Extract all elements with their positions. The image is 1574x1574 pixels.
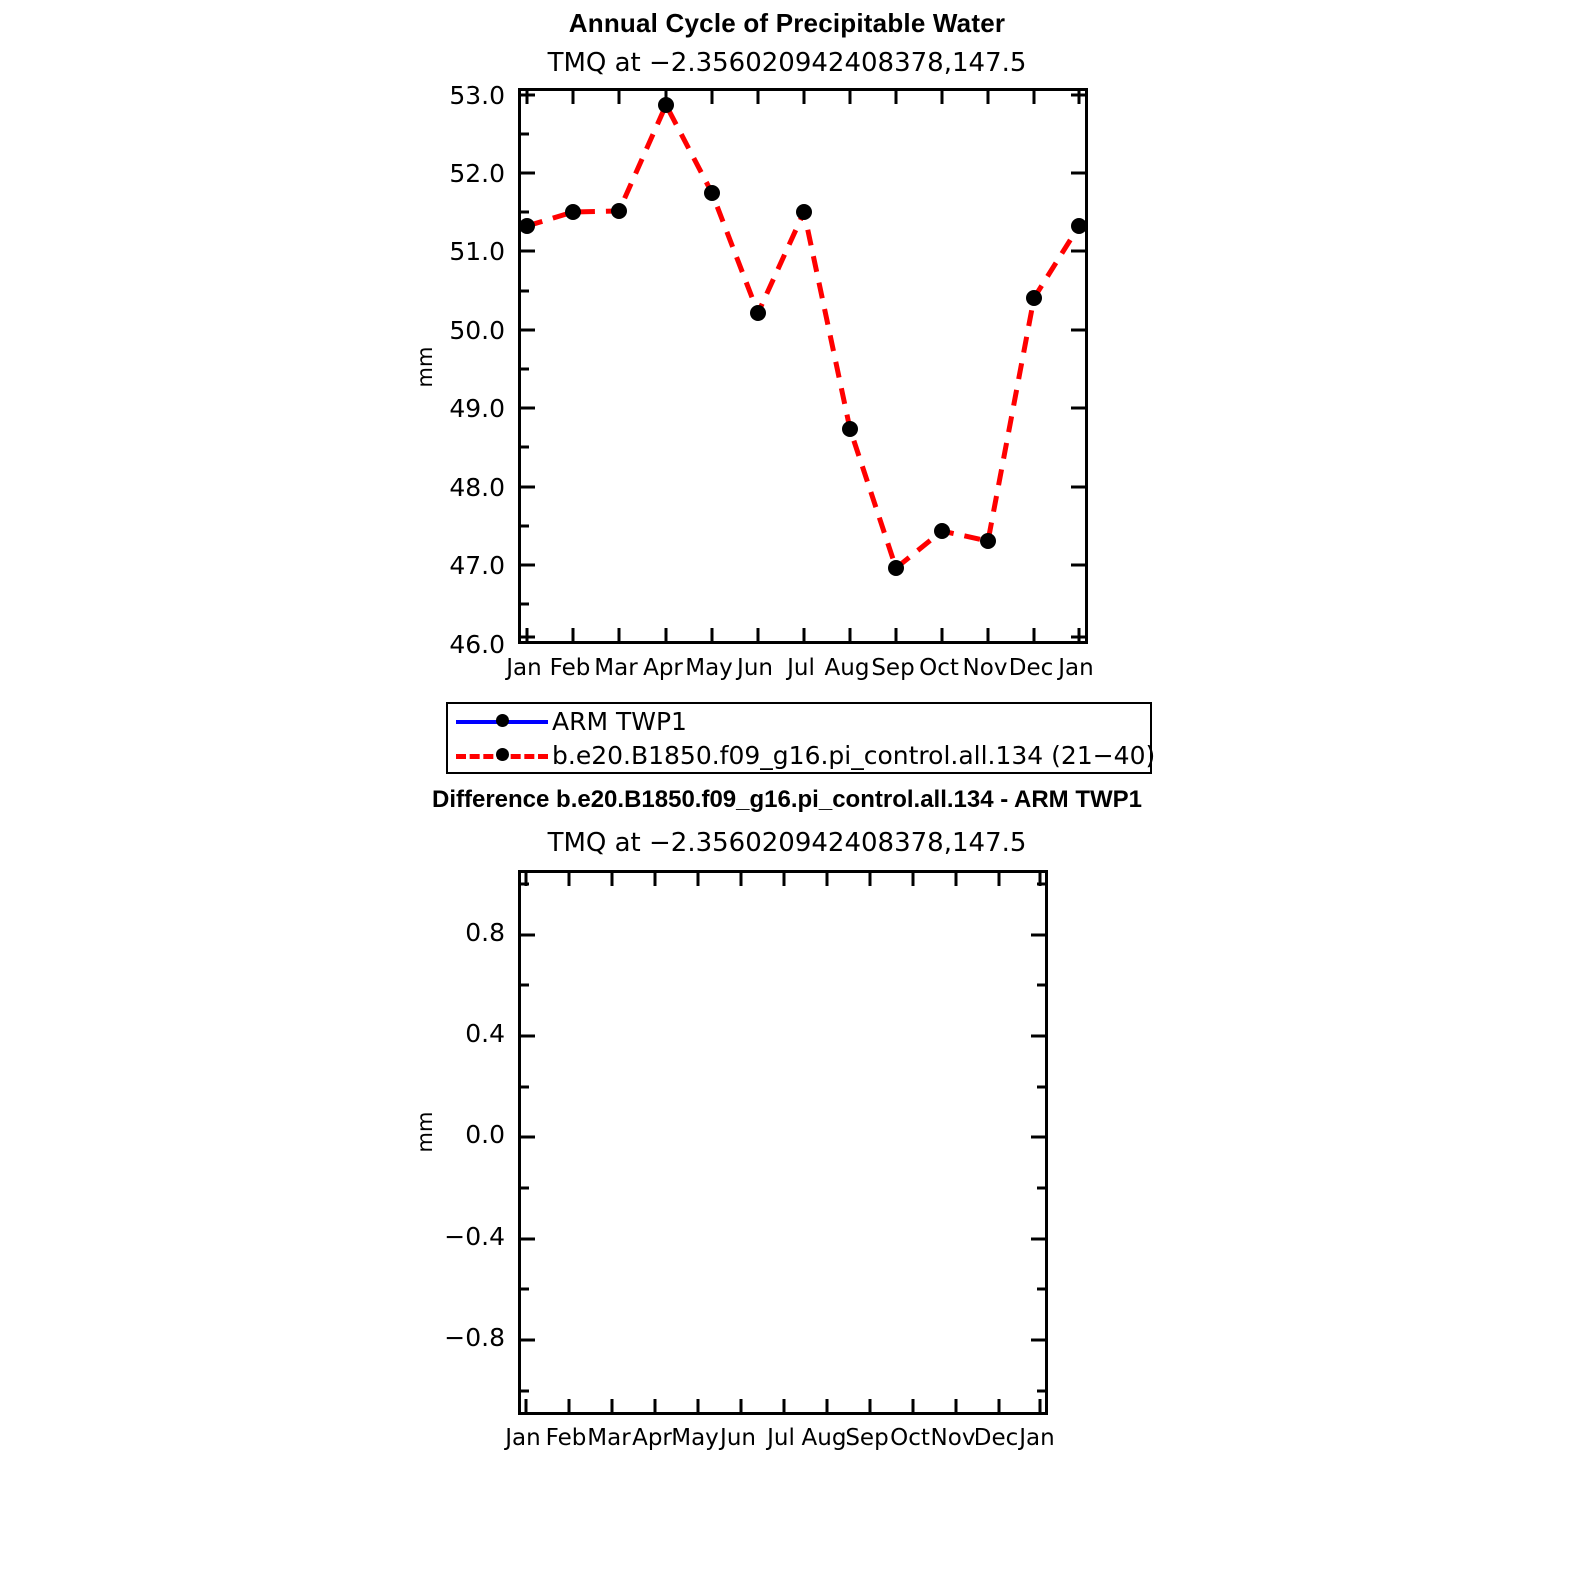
ytick-label: 49.0 — [449, 394, 505, 423]
series-model-markers — [521, 97, 1085, 576]
xtick-label: Oct — [890, 1425, 930, 1451]
ytick-label: 47.0 — [449, 551, 505, 580]
xtick-label: Jan — [505, 1425, 541, 1451]
legend-label: ARM TWP1 — [552, 706, 687, 736]
xtick-label: Sep — [845, 1425, 889, 1451]
difference-panel — [0, 820, 1574, 1520]
legend-line-sample-red — [456, 744, 548, 766]
ytick-label: −0.4 — [444, 1222, 505, 1251]
xtick-label: Apr — [632, 1425, 672, 1451]
legend-item-observation[interactable] — [448, 704, 1150, 738]
xtick-label: Dec — [973, 1425, 1019, 1451]
ytick-label: 0.8 — [465, 918, 505, 947]
xtick-label: Aug — [824, 655, 870, 681]
difference-svg — [521, 873, 1045, 1412]
xtick-label: Jul — [787, 655, 815, 681]
ytick-label: 53.0 — [449, 81, 505, 110]
difference-ylabel: mm — [413, 1111, 437, 1153]
xtick-label: Mar — [594, 655, 638, 681]
ytick-label: 0.0 — [465, 1120, 505, 1149]
xtick-label: Nov — [962, 655, 1008, 681]
difference-plot-area — [518, 870, 1048, 1415]
annual-cycle-plot-area — [518, 88, 1088, 644]
difference-title: Difference b.e20.B1850.f09_g16.pi_control.all.134 - ARM TWP1 — [431, 786, 1143, 813]
xtick-label: Feb — [549, 655, 591, 681]
series-model-line — [527, 105, 1079, 568]
ytick-label: −0.8 — [444, 1323, 505, 1352]
xtick-label: Jan — [1058, 655, 1094, 681]
xtick-label: Jan — [1019, 1425, 1055, 1451]
legend-label: b.e20.B1850.f09_g16.pi_control.all.134 (21−40) — [552, 740, 1156, 770]
legend-item-model[interactable] — [448, 738, 1156, 772]
legend-marker-icon — [496, 748, 509, 761]
xtick-label: Aug — [801, 1425, 847, 1451]
xtick-label: Jun — [720, 1425, 756, 1451]
xtick-label: Jan — [506, 655, 542, 681]
ytick-label: 48.0 — [449, 473, 505, 502]
xtick-label: Apr — [643, 655, 683, 681]
ytick-label: 52.0 — [449, 159, 505, 188]
ytick-label: 51.0 — [449, 237, 505, 266]
xtick-label: May — [671, 1425, 719, 1451]
annual-cycle-svg — [521, 91, 1085, 641]
xtick-label: Feb — [545, 1425, 587, 1451]
xtick-label: Sep — [871, 655, 915, 681]
xtick-label: Oct — [919, 655, 959, 681]
annual-cycle-ylabel: mm — [413, 346, 437, 388]
page-title: Annual Cycle of Precipitable Water — [568, 8, 1006, 38]
xtick-label: May — [685, 655, 733, 681]
legend-marker-icon — [496, 714, 509, 727]
xtick-label: Mar — [587, 1425, 631, 1451]
ytick-label: 50.0 — [449, 316, 505, 345]
xtick-label: Jun — [737, 655, 773, 681]
xtick-label: Nov — [930, 1425, 976, 1451]
annual-cycle-panel — [0, 0, 1574, 780]
legend-line-sample-blue — [456, 710, 548, 732]
difference-subtitle: TMQ at −2.356020942408378,147.5 — [547, 828, 1027, 858]
xtick-label: Jul — [767, 1425, 795, 1451]
ytick-label: 0.4 — [465, 1019, 505, 1048]
annual-cycle-subtitle: TMQ at −2.356020942408378,147.5 — [547, 48, 1027, 78]
legend — [446, 702, 1156, 774]
xtick-label: Dec — [1008, 655, 1054, 681]
ytick-label: 46.0 — [449, 630, 505, 659]
